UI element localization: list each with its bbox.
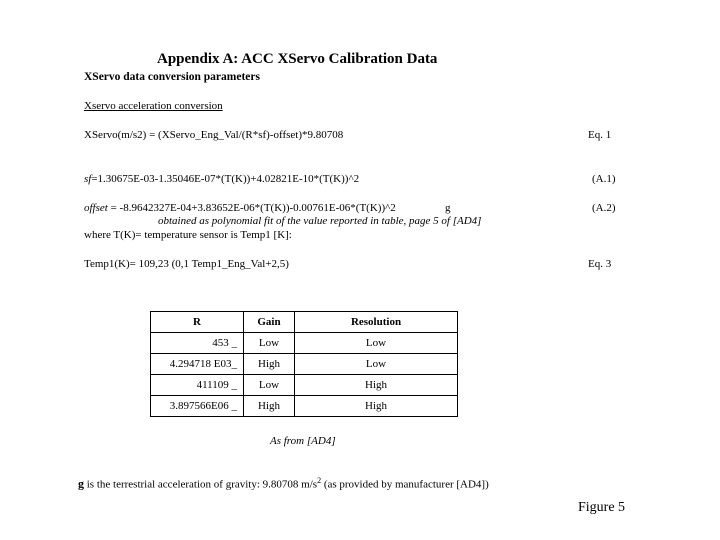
cell-resolution: High [295, 396, 458, 417]
equation-1-label: Eq. 1 [588, 129, 612, 141]
equation-1: XServo(m/s2) = (XServo_Eng_Val/(R*sf)-offset)*9.80708 [84, 129, 344, 141]
cell-gain: Low [244, 333, 295, 354]
table-note: As from [AD4] [270, 435, 336, 447]
cell-r: 453 _ [151, 333, 244, 354]
equation-3-label: Eq. 3 [588, 258, 612, 270]
table-row [151, 354, 458, 375]
cell-gain: High [244, 354, 295, 375]
gravity-text: is the terrestrial acceleration of gravity: 9.80708 m/s [84, 478, 318, 491]
cell-gain: Low [244, 375, 295, 396]
gravity-source: (as provided by manufacturer [AD4]) [321, 478, 489, 491]
equation-a2-unit: g [445, 202, 451, 214]
equation-a2-body: = -8.9642327E-04+3.83652E-06*(T(K))-0.00761E-06*(T(K))^2 [107, 202, 396, 214]
page-title: Appendix A: ACC XServo Calibration Data [157, 51, 438, 67]
table-header-row [151, 312, 458, 333]
table-row [151, 333, 458, 354]
cell-r: 4.294718 E03_ [151, 354, 244, 375]
gravity-symbol: g [78, 476, 84, 491]
equation-a1-body: =1.30675E-03-1.35046E-07*(T(K))+4.02821E-10*(T(K))^2 [91, 173, 360, 185]
calibration-table [150, 311, 458, 417]
equation-a1 [84, 173, 359, 185]
cell-r: 3.897566E06 _ [151, 396, 244, 417]
equation-a2-var: offset [84, 202, 108, 214]
table-row [151, 396, 458, 417]
cell-gain: High [244, 396, 295, 417]
table-row [151, 375, 458, 396]
cell-r: 411109 _ [151, 375, 244, 396]
column-header-resolution: Resolution [295, 312, 458, 333]
where-line: where T(K)= temperature sensor is Temp1 [K]: [84, 229, 292, 241]
gravity-exponent: 2 [317, 476, 322, 485]
equation-a2-label: (A.2) [592, 202, 616, 214]
column-header-r: R [151, 312, 244, 333]
cell-resolution: Low [295, 354, 458, 375]
gravity-line [78, 476, 489, 492]
equation-3: Temp1(K)= 109,23 (0,1 Temp1_Eng_Val+2,5) [84, 258, 289, 270]
column-header-gain: Gain [244, 312, 295, 333]
cell-resolution: High [295, 375, 458, 396]
equation-a2 [84, 202, 396, 214]
section-heading: Xservo acceleration conversion [84, 100, 223, 112]
equation-a1-var: sf [84, 173, 92, 185]
fit-note: obtained as polynomial fit of the value reported in table, page 5 of [AD4] [158, 215, 482, 227]
subtitle: XServo data conversion parameters [84, 71, 260, 83]
figure-label: Figure 5 [578, 500, 626, 515]
equation-a1-label: (A.1) [592, 173, 616, 185]
cell-resolution: Low [295, 333, 458, 354]
